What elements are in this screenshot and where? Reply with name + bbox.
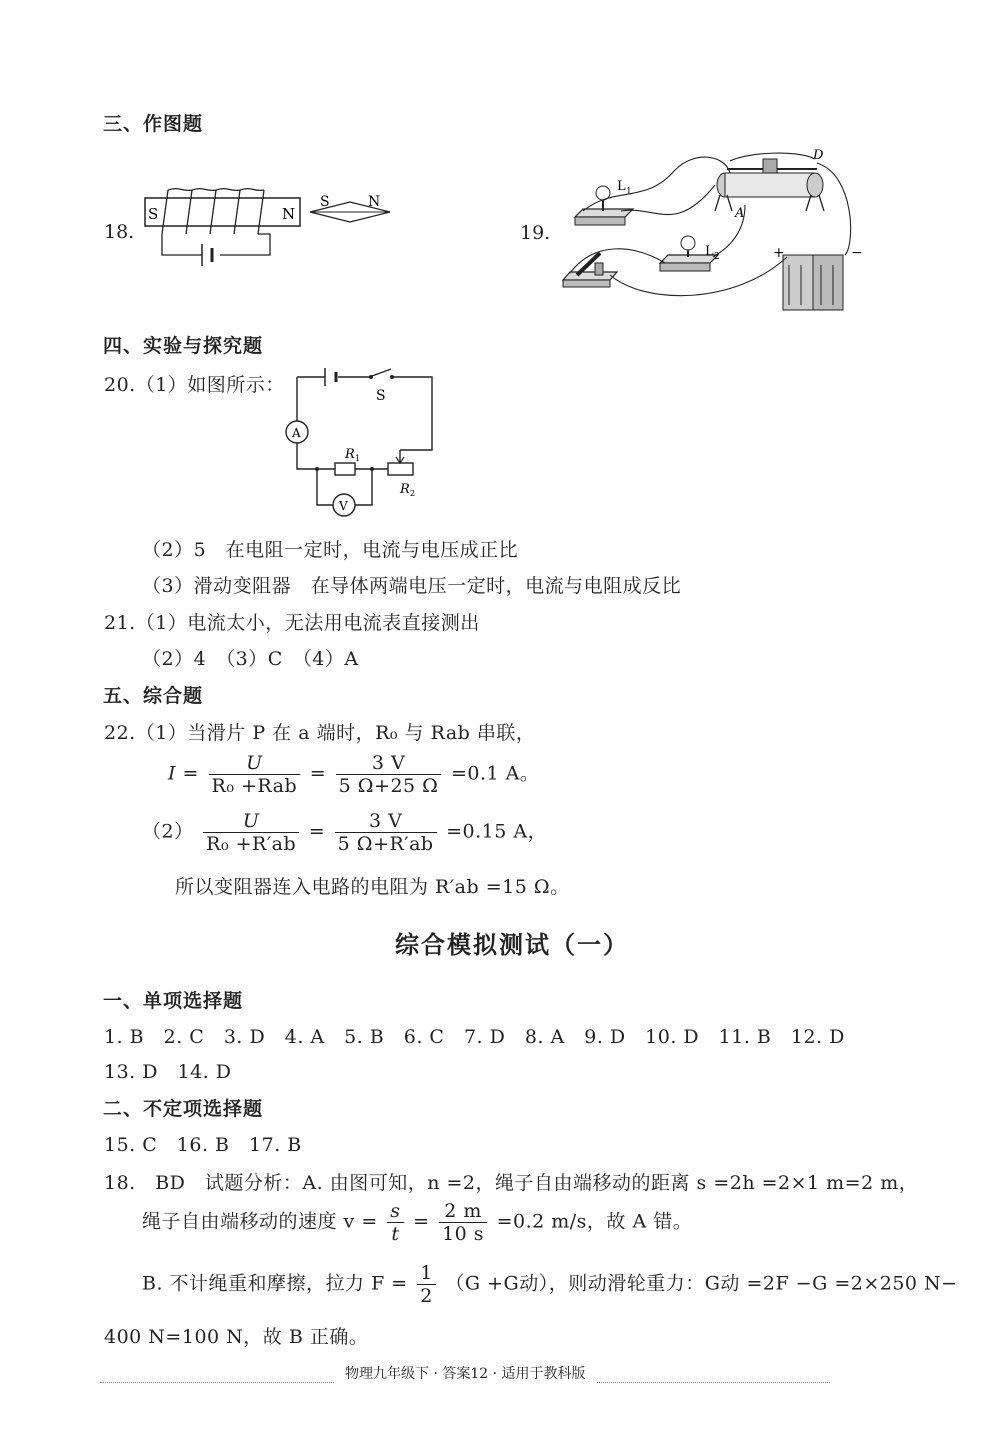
multi-answers-line1: 15. C 16. B 17. B: [104, 1134, 302, 1156]
circuit-photo-diagram: [555, 145, 875, 320]
section-title-3: 三、作图题: [103, 113, 204, 135]
q19-number: 19.: [520, 222, 551, 244]
svg-text:1: 1: [626, 187, 632, 197]
q20-line2: （2）5 在电阻一定时，电流与电压成正比: [142, 539, 519, 561]
svg-text:S: S: [376, 388, 386, 404]
q20-line3: （3）滑动变阻器 在导体两端电压一定时，电流与电阻成反比: [142, 575, 682, 597]
svg-text:2: 2: [714, 252, 720, 262]
svg-text:A: A: [735, 206, 745, 221]
svg-text:S: S: [148, 205, 159, 223]
section-title-4: 四、实验与探究题: [103, 335, 264, 357]
svg-text:A: A: [292, 426, 301, 440]
svg-text:L: L: [617, 179, 626, 194]
test-title: 综合模拟测试（一）: [395, 931, 629, 959]
q21-line2: （2）4 （3）C （4）A: [142, 648, 359, 670]
q22-conclusion: 所以变阻器连入电路的电阻为 R′ab =15 Ω。: [175, 876, 570, 898]
q22-equation2: （2） $\frac{U}{\text{R₀ +R′ab}}$ = $\frac{3 V}{5 \Omega+R'ab}$ =0.15 A，: [142, 810, 548, 855]
q20-circuit-diagram: [280, 365, 440, 525]
q20-line1: 20.（1）如图所示：: [104, 374, 285, 396]
section-multi-choice: 二、不定项选择题: [103, 1098, 264, 1120]
q18-number: 18.: [104, 221, 135, 243]
q18b-line1: 18. BD 试题分析：A. 由图可知，n =2，绳子自由端移动的距离 s =2h =2×1 m=2 m，: [104, 1172, 919, 1194]
svg-text:1: 1: [355, 454, 361, 463]
svg-text:S: S: [320, 194, 330, 210]
svg-text:2: 2: [410, 489, 416, 498]
q21-line1: 21.（1）电流太小，无法用电流表直接测出: [104, 612, 480, 634]
q18b-line2: 绳子自由端移动的速度 v = $\frac{s}{t}$ = $\frac{2 m}{10 s}$ =0.2 m/s，故 A 错。: [142, 1200, 693, 1245]
svg-text:+: +: [773, 245, 785, 261]
svg-text:V: V: [339, 499, 348, 513]
solenoid-diagram: [140, 180, 410, 275]
svg-text:D: D: [813, 148, 824, 163]
single-answers-line1: 1. B 2. C 3. D 4. A 5. B 6. C 7. D 8. A 9. D 10. D 11. B 12. D: [104, 1026, 845, 1048]
svg-text:N: N: [282, 205, 296, 223]
svg-text:N: N: [368, 194, 381, 210]
q18b-line3: B. 不计绳重和摩擦，拉力 F = $\frac{1}{2}$ （G +G动），则动滑轮重力：G动 =2F −G =2×250 N−: [142, 1262, 958, 1307]
section-title-5: 五、综合题: [103, 685, 204, 707]
svg-text:−: −: [851, 245, 863, 261]
q18b-line4: 400 N=100 N，故 B 正确。: [104, 1326, 369, 1348]
svg-text:R: R: [400, 482, 410, 497]
single-answers-line2: 13. D 14. D: [104, 1061, 232, 1083]
footer-text: 物理九年级下 · 答案12 · 适用于教科版: [335, 1363, 596, 1383]
svg-text:R: R: [345, 447, 355, 462]
q22-equation1: I = $\frac{U}{\text{R₀ +Rab}}$ = $\frac{3 V}{5 \Omega+25 \Omega}$ =0.1 A。: [168, 752, 540, 797]
q22-line1: 22.（1）当滑片 P 在 a 端时，R₀ 与 Rab 串联，: [104, 722, 536, 744]
section-single-choice: 一、单项选择题: [103, 990, 244, 1012]
svg-text:L: L: [705, 244, 714, 259]
